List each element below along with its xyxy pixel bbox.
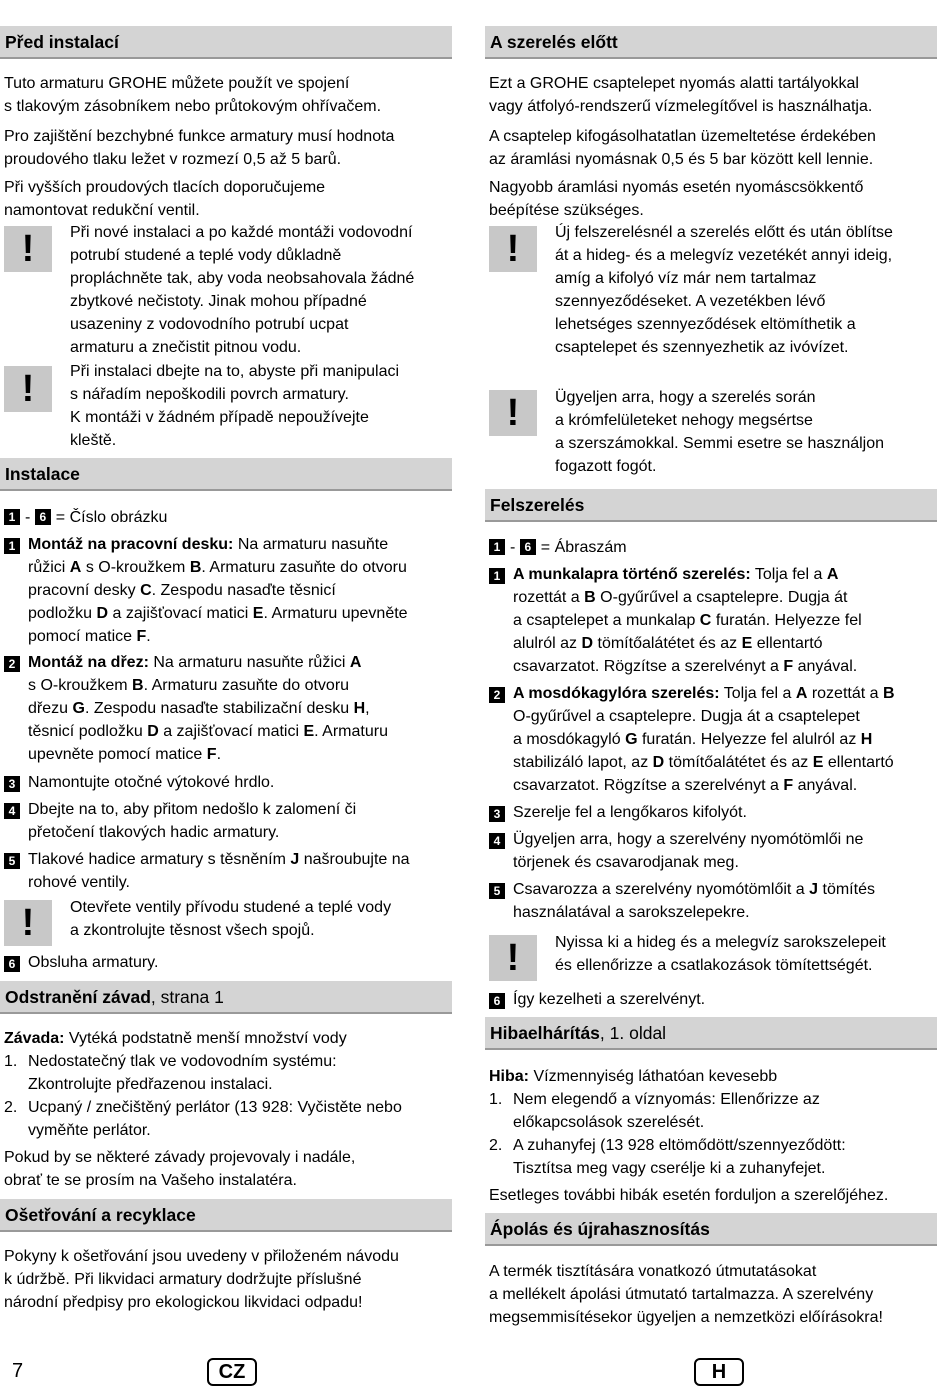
warning-text-line: armaturu a znečistit pitnou vodu. bbox=[70, 339, 302, 356]
warning-icon: ! bbox=[489, 390, 537, 436]
text-line: vagy átfolyó-rendszerű vízmelegítővel is használhatja. bbox=[489, 98, 873, 115]
list-number: 1. bbox=[489, 1091, 503, 1108]
list-number: 2. bbox=[4, 1099, 18, 1116]
warning-text-line: a krómfelületeket nehogy megsértse bbox=[555, 412, 813, 429]
step-5-line: Tlakové hadice armatury s těsněním J našroubujte na bbox=[28, 851, 410, 868]
figure-reference: 1 - 6 = Číslo obrázku bbox=[4, 506, 454, 529]
list-item-line: Nem elegendő a víznyomás: Ellenőrizze az bbox=[513, 1091, 820, 1108]
warning-text-line: K montáži v žádném případě nepoužívejte bbox=[70, 409, 369, 426]
text-line: Esetleges további hibák esetén forduljon a szerelőjéhez. bbox=[489, 1187, 889, 1204]
text-line: Pokud by se některé závady projevovaly i nadále, bbox=[4, 1149, 356, 1166]
warning-text-line: fogazott fogót. bbox=[555, 458, 657, 475]
warning-text-line: csaptelepet és szennyezhetik az ivóvízet. bbox=[555, 339, 849, 356]
step-2-line: dřezu G. Zespodu nasaďte stabilizační desku H, bbox=[28, 700, 370, 717]
warning-text-line: amíg a kifolyó víz már nem tartalmaz bbox=[555, 270, 817, 287]
step-2-line: a mosdókagyló G furatán. Helyezze fel alulról az H bbox=[513, 731, 873, 748]
step-3-text: Namontujte otočné výtokové hrdlo. bbox=[28, 774, 275, 791]
text-line: Tuto armaturu GROHE můžete použít ve spojení bbox=[4, 75, 350, 92]
warning-icon: ! bbox=[4, 226, 52, 272]
warning-text-line: a szerszámokkal. Semmi esetre se használjon bbox=[555, 435, 885, 452]
step-4-line: Dbejte na to, aby přitom nedošlo k zalomení či bbox=[28, 801, 357, 818]
warning-text-line: szennyeződéseket. A vezetékben lévő bbox=[555, 293, 826, 310]
warning-text-line: s nářadím nepoškodili povrch armatury. bbox=[70, 386, 349, 403]
step-number-badge: 6 bbox=[489, 993, 505, 1009]
step-2-line: O-gyűrűvel a csaptelepre. Dugja át a csaptelepet bbox=[513, 708, 860, 725]
text-line: proudového tlaku ležet v rozmezí 0,5 až 5 barů. bbox=[4, 151, 342, 168]
text-line: s tlakovým zásobníkem nebo průtokovým ohřívačem. bbox=[4, 98, 382, 115]
step-2-line: s O-kroužkem B. Armaturu zasuňte do otvoru bbox=[28, 677, 350, 694]
warning-icon: ! bbox=[489, 935, 537, 981]
step-2-line: csavarzatot. Rögzítse a szerelvényt a F anyával. bbox=[513, 777, 858, 794]
list-number: 2. bbox=[489, 1137, 503, 1154]
step-number-badge: 2 bbox=[4, 656, 20, 672]
language-badge-cz: CZ bbox=[207, 1358, 257, 1386]
text-line: a mellékelt ápolási útmutató tartalmazza. A szerelvény bbox=[489, 1286, 874, 1303]
step-1-line: Montáž na pracovní desku: Na armaturu nasuňte bbox=[28, 536, 389, 553]
text-line: beépítése szükséges. bbox=[489, 202, 644, 219]
text-line: Pro zajištění bezchybné funkce armatury musí hodnota bbox=[4, 128, 395, 145]
step-1-line: alulról az D tömítőalátétet és az E ellentartó bbox=[513, 635, 823, 652]
step-number-badge: 5 bbox=[489, 883, 505, 899]
warning-text-line: kleště. bbox=[70, 432, 117, 449]
text-line: Při vyšších proudových tlacích doporučujeme bbox=[4, 179, 326, 196]
step-1-line: pracovní desky C. Zespodu nasaďte těsnicí bbox=[28, 582, 336, 599]
step-number-badge: 5 bbox=[4, 853, 20, 869]
list-item-line: A zuhanyfej (13 928 eltömődött/szennyeződött: bbox=[513, 1137, 846, 1154]
warning-text-line: Při instalaci dbejte na to, abyste při manipulaci bbox=[70, 363, 400, 380]
step-2-line: upevněte pomocí matice F. bbox=[28, 746, 222, 763]
step-3-text: Szerelje fel a lengőkaros kifolyót. bbox=[513, 804, 747, 821]
step-4-line: törjenek és csavarodjanak meg. bbox=[513, 854, 739, 871]
figure-reference: 1 - 6 = Ábraszám bbox=[489, 536, 939, 559]
list-item-line: Zkontrolujte předřazenou instalaci. bbox=[28, 1076, 273, 1093]
step-5-line: rohové ventily. bbox=[28, 874, 130, 891]
step-2-line: A mosdókagylóra szerelés: Tolja fel a A rozettát a B bbox=[513, 685, 895, 702]
warning-text-line: usazeniny z vodovodního potrubí ucpat bbox=[70, 316, 349, 333]
step-1-line: rozettát a B O-gyűrűvel a csaptelepre. Dugja át bbox=[513, 589, 848, 606]
step-number-badge: 2 bbox=[489, 687, 505, 703]
step-5-line: használatával a sarokszelepekre. bbox=[513, 904, 750, 921]
step-6-text: Obsluha armatury. bbox=[28, 954, 159, 971]
section-heading-installation: Felszerelés bbox=[485, 489, 937, 522]
step-number-badge: 1 bbox=[489, 568, 505, 584]
warning-text-line: Při nové instalaci a po každé montáži vodovodní bbox=[70, 224, 413, 241]
step-1-line: csavarzatot. Rögzítse a szerelvényt a F anyával. bbox=[513, 658, 858, 675]
text-line: k údržbě. Při likvidaci armatury dodržujte příslušné bbox=[4, 1271, 362, 1288]
step-1-line: A munkalapra történő szerelés: Tolja fel a A bbox=[513, 566, 839, 583]
section-heading-troubleshooting: Hibaelhárítás, 1. oldal bbox=[485, 1017, 937, 1050]
text-line: národní předpisy pro ekologickou likvidaci odpadu! bbox=[4, 1294, 363, 1311]
step-1-line: podložku D a zajišťovací matici E. Armaturu upevněte bbox=[28, 605, 408, 622]
list-item-line: vyměňte perlátor. bbox=[28, 1122, 151, 1139]
step-number-badge: 1 bbox=[4, 538, 20, 554]
section-heading-troubleshooting: Odstranění závad, strana 1 bbox=[0, 981, 452, 1014]
step-1-line: růžici A s O-kroužkem B. Armaturu zasuňte do otvoru bbox=[28, 559, 407, 576]
text-line: Pokyny k ošetřování jsou uvedeny v přiloženém návodu bbox=[4, 1248, 399, 1265]
text-line: namontovat redukční ventil. bbox=[4, 202, 200, 219]
text-line: az áramlási nyomásnak 0,5 és 5 bar között kell lennie. bbox=[489, 151, 874, 168]
warning-text-line: és ellenőrizze a csatlakozások tömítettségét. bbox=[555, 957, 873, 974]
list-item-line: előkapcsolások szerelését. bbox=[513, 1114, 705, 1131]
text-line: Nagyobb áramlási nyomás esetén nyomáscsökkentő bbox=[489, 179, 864, 196]
warning-text-line: Nyissa ki a hideg és a melegvíz sarokszelepeit bbox=[555, 934, 886, 951]
section-heading-installation: Instalace bbox=[0, 458, 452, 491]
text-line: Ezt a GROHE csaptelepet nyomás alatti tartályokkal bbox=[489, 75, 859, 92]
warning-text-line: propláchněte tak, aby voda neobsahovala žádné bbox=[70, 270, 415, 287]
warning-text-line: potrubí studené a teplé vody důkladně bbox=[70, 247, 342, 264]
step-number-badge: 3 bbox=[489, 806, 505, 822]
list-number: 1. bbox=[4, 1053, 18, 1070]
language-badge-h: H bbox=[694, 1358, 744, 1386]
warning-text-line: át a hideg- és a melegvíz vezetékét annyi ideig, bbox=[555, 247, 893, 264]
text-line: A termék tisztítására vonatkozó útmutatásokat bbox=[489, 1263, 817, 1280]
step-number-badge: 4 bbox=[4, 803, 20, 819]
step-number-badge: 6 bbox=[4, 956, 20, 972]
warning-text-line: Új felszerelésnél a szerelés előtt és után öblítse bbox=[555, 224, 893, 241]
warning-text-line: zbytkové nečistoty. Jinak mohou případné bbox=[70, 293, 367, 310]
step-4-line: přetočení tlakových hadic armatury. bbox=[28, 824, 280, 841]
section-heading-care: Ápolás és újrahasznosítás bbox=[485, 1213, 937, 1246]
step-2-line: Montáž na dřez: Na armaturu nasuňte růžici A bbox=[28, 654, 362, 671]
text-line: obrať te se prosím na Vašeho instalatéra. bbox=[4, 1172, 297, 1189]
list-item-line: Tisztítsa meg vagy cserélje ki a zuhanyfejet. bbox=[513, 1160, 826, 1177]
text-line: A csaptelep kifogásolhatatlan üzemeltetése érdekében bbox=[489, 128, 876, 145]
fault-description: Závada: Vytéká podstatně menší množství vody bbox=[4, 1030, 347, 1047]
warning-text-line: Otevřete ventily přívodu studené a teplé vody bbox=[70, 899, 392, 916]
fault-description: Hiba: Vízmennyiség láthatóan kevesebb bbox=[489, 1068, 778, 1085]
step-4-line: Ügyeljen arra, hogy a szerelvény nyomótömlői ne bbox=[513, 831, 864, 848]
step-number-badge: 4 bbox=[489, 833, 505, 849]
step-number-badge: 3 bbox=[4, 776, 20, 792]
warning-icon: ! bbox=[4, 366, 52, 412]
warning-text-line: lehetséges szennyeződések eltömíthetik a bbox=[555, 316, 856, 333]
step-6-text: Így kezelheti a szerelvényt. bbox=[513, 991, 706, 1008]
list-item-line: Nedostatečný tlak ve vodovodním systému: bbox=[28, 1053, 337, 1070]
list-item-line: Ucpaný / znečištěný perlátor (13 928: Vyčistěte nebo bbox=[28, 1099, 402, 1116]
section-heading-care: Ošetřování a recyklace bbox=[0, 1199, 452, 1232]
page-number: 7 bbox=[12, 1360, 24, 1382]
step-5-line: Csavarozza a szerelvény nyomótömlőit a J tömítés bbox=[513, 881, 875, 898]
warning-icon: ! bbox=[489, 226, 537, 272]
step-1-line: pomocí matice F. bbox=[28, 628, 151, 645]
step-1-line: a csaptelepet a munkalap C furatán. Helyezze fel bbox=[513, 612, 862, 629]
warning-icon: ! bbox=[4, 900, 52, 946]
warning-text-line: a zkontrolujte těsnost všech spojů. bbox=[70, 922, 315, 939]
step-2-line: stabilizáló lapot, az D tömítőalátétet és az E ellentartó bbox=[513, 754, 894, 771]
section-heading-before-installation: Před instalací bbox=[0, 26, 452, 59]
warning-text-line: Ügyeljen arra, hogy a szerelés során bbox=[555, 389, 816, 406]
section-heading-before-installation: A szerelés előtt bbox=[485, 26, 937, 59]
step-2-line: těsnicí podložku D a zajišťovací matici E. Armaturu bbox=[28, 723, 388, 740]
text-line: megsemmisítésekor ügyeljen a nemzetközi előírásokra! bbox=[489, 1309, 883, 1326]
